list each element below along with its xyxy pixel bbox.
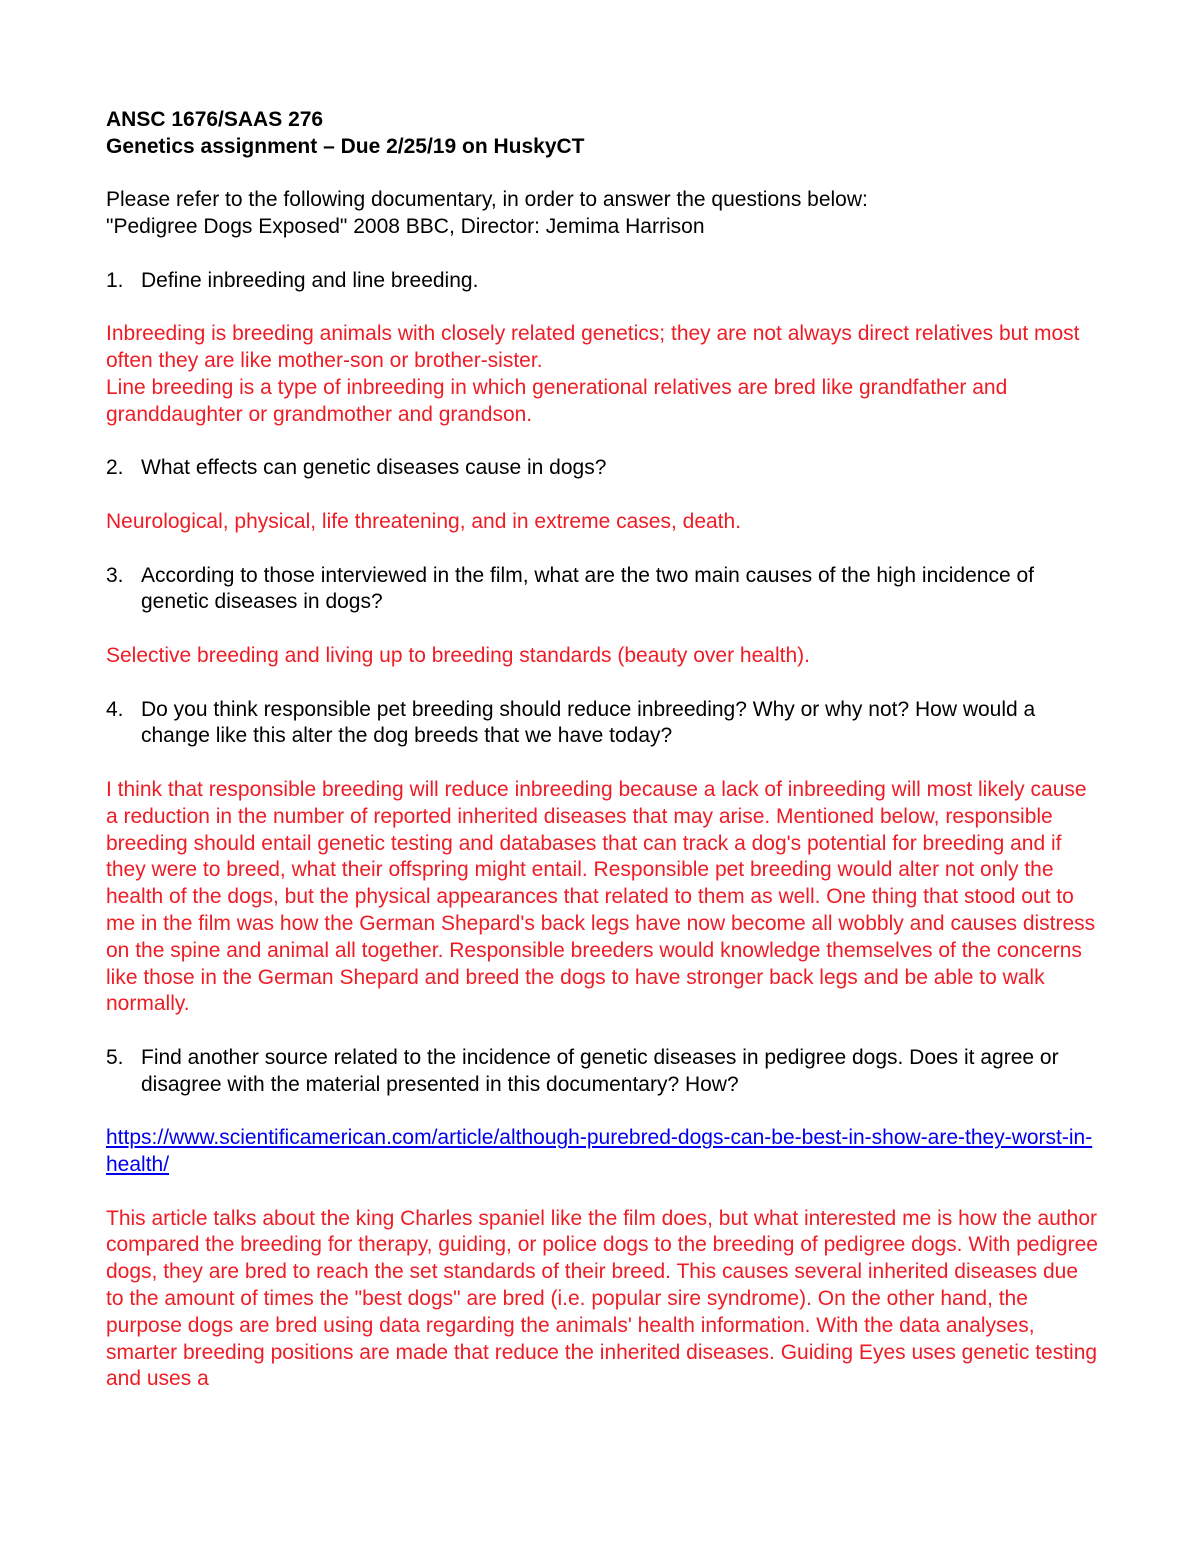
answer-paragraph: I think that responsible breeding will reduce inbreeding because a lack of inbreeding will most likely cause a reduction in the number of reported inherited diseases that may arise. Mentioned below, responsible breeding should entail genetic testing and databases that can track a dog's potential for breeding and if they were to breed, what their offspring might entail. Responsible pet breeding would alter not only the health of the dogs, but the physical appearances that related to them as well. One thing that stood out to me in the film was how the German Shepard's back legs have now become all wobbly and causes distress on the spine and animal all together. Responsible breeders would knowledge themselves of the concerns like those in the German Shepard and breed the dogs to have stronger back legs and be able to walk normally. <box>106 777 1096 1016</box>
question-number: 2. <box>106 456 124 480</box>
answer-2 <box>106 509 1100 536</box>
document-heading <box>106 107 1100 161</box>
question-4 <box>106 697 1100 751</box>
question-number: 4. <box>106 697 124 721</box>
question-5 <box>106 1045 1100 1099</box>
intro-line-1: Please refer to the following documentary, in order to answer the questions below: <box>106 188 868 212</box>
answer-paragraph: This article talks about the king Charles spaniel like the film does, but what interested me is how the author compared the breeding for therapy, guiding, or police dogs to the breeding of pedigree dogs. With pedigree dogs, they are bred to reach the set standards of their breed. This causes several inherited diseases due to the amount of times the "best dogs" are bred (i.e. popular sire syndrome). On the other hand, the purpose dogs are bred using data regarding the animals' health information. With the data analyses, smarter breeding positions are made that reduce the inherited diseases. Guiding Eyes uses genetic testing and uses a <box>106 1206 1098 1391</box>
answer-4 <box>106 777 1100 1018</box>
course-title: ANSC 1676/SAAS 276 <box>106 108 324 131</box>
question-number: 3. <box>106 563 124 587</box>
answer-1 <box>106 321 1100 428</box>
question-text: What effects can genetic diseases cause in dogs? <box>141 456 607 480</box>
intro-text <box>106 187 1100 241</box>
answer-paragraph: Line breeding is a type of inbreeding in which generational relatives are bred like grandfather and granddaughter or grandmother and grandson. <box>106 375 1008 426</box>
source-link[interactable]: https://www.scientificamerican.com/article/although-purebred-dogs-can-be-best-in-show-are-they-worst-in-health/ <box>106 1126 1093 1177</box>
answer-paragraph: Neurological, physical, life threatening, and in extreme cases, death. <box>106 509 742 533</box>
answer-paragraph: Inbreeding is breeding animals with closely related genetics; they are not always direct relatives but most often they are like mother-son or brother-sister. <box>106 322 1080 373</box>
question-text: According to those interviewed in the film, what are the two main causes of the high incidence of genetic diseases in dogs? <box>141 563 1034 614</box>
question-text: Define inbreeding and line breeding. <box>141 268 479 292</box>
question-2 <box>106 455 1100 482</box>
answer-paragraph: Selective breeding and living up to breeding standards (beauty over health). <box>106 643 810 667</box>
assignment-title: Genetics assignment – Due 2/25/19 on HuskyCT <box>106 134 585 158</box>
question-1 <box>106 268 1100 295</box>
question-text: Find another source related to the incidence of genetic diseases in pedigree dogs. Does it agree or disagree with the material presented in this documentary? How? <box>141 1045 1059 1096</box>
question-number: 1. <box>106 268 124 292</box>
answer-3 <box>106 643 1100 670</box>
question-text: Do you think responsible pet breeding should reduce inbreeding? Why or why not? How would a change like this alter the dog breeds that we have today? <box>141 697 1036 748</box>
intro-line-2: "Pedigree Dogs Exposed" 2008 BBC, Director: Jemima Harrison <box>106 215 705 239</box>
answer-5 <box>106 1206 1100 1394</box>
question-3 <box>106 563 1100 617</box>
question-number: 5. <box>106 1045 124 1069</box>
